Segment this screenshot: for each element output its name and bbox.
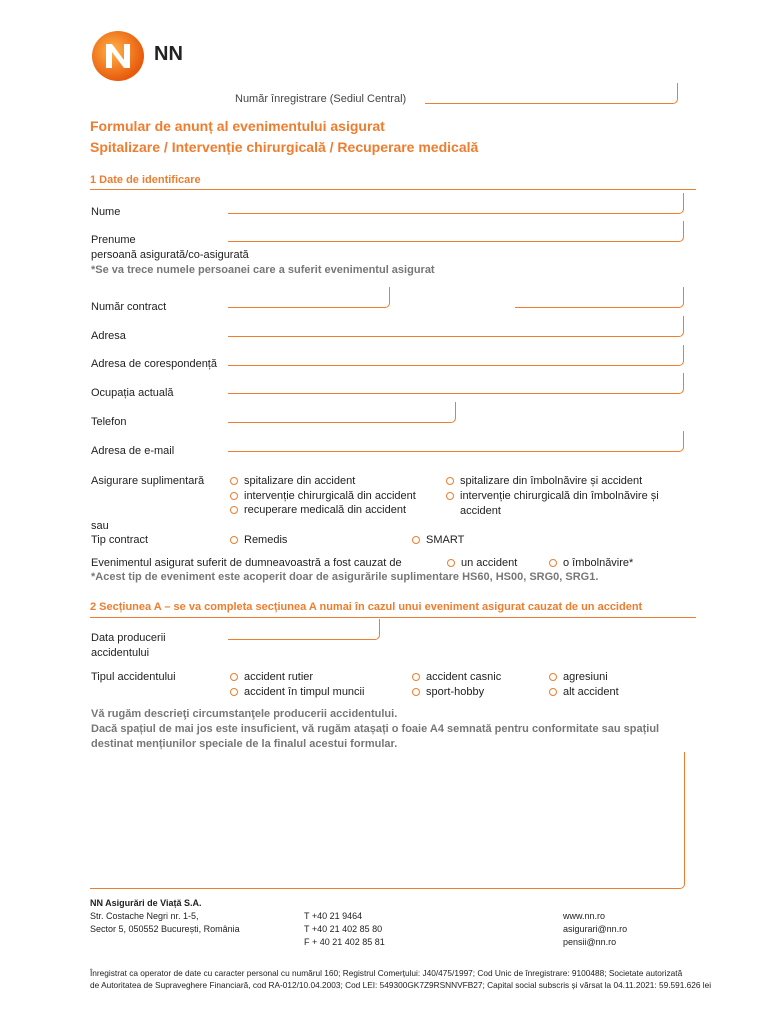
nume-field[interactable] <box>228 193 684 214</box>
radio-icon[interactable] <box>447 559 455 567</box>
radio-icon[interactable] <box>230 506 238 514</box>
sau-label: sau <box>91 520 109 532</box>
radio-icon[interactable] <box>446 492 454 500</box>
opt-sport-hobby[interactable]: sport-hobby <box>412 686 484 698</box>
footer-mail1[interactable]: asigurari@nn.ro <box>563 924 628 934</box>
radio-icon[interactable] <box>549 688 557 696</box>
asigurare-label: Asigurare suplimentară <box>91 475 205 487</box>
prenume-label: Prenume <box>91 234 136 246</box>
nn-logo-text: NN <box>154 43 183 65</box>
opt-accident-munca[interactable]: accident în timpul muncii <box>230 686 364 698</box>
footer-mail2[interactable]: pensii@nn.ro <box>563 937 617 947</box>
ocupatia-field[interactable] <box>228 373 684 394</box>
opt-spitalizare-imbolnavire[interactable]: spitalizare din îmbolnăvire și accident <box>446 475 642 487</box>
footer-tel2: T +40 21 402 85 80 <box>304 924 383 934</box>
registration-label: Număr înregistrare (Sediul Central) <box>235 93 407 105</box>
contract-field-2[interactable] <box>515 287 684 308</box>
form-title-line1: Formular de anunț al evenimentului asigurat <box>90 118 385 134</box>
radio-icon[interactable] <box>230 688 238 696</box>
descriere-line1: Vă rugăm descrieţi circumstanţele producerii accidentului. <box>91 708 398 720</box>
tipul-accidentului-label: Tipul accidentului <box>91 671 176 683</box>
nume-note: *Se va trece numele persoanei care a suferit evenimentul asigurat <box>91 264 435 276</box>
contract-field-1[interactable] <box>228 287 390 308</box>
form-title-line2: Spitalizare / Intervenție chirurgicală / Recuperare medicală <box>90 139 479 155</box>
opt-agresiuni[interactable]: agresiuni <box>549 671 608 683</box>
contract-label: Număr contract <box>91 301 167 313</box>
section2-rule <box>90 617 696 618</box>
footer-company: NN Asigurări de Viață S.A. <box>90 898 202 908</box>
footer-legal2: de Autoritatea de Supraveghere Financiară, cod RA-012/10.04.2003; Cod LEI: 549300GK7Z9RSNNVFB27; Capital social subscris și vărsat la 04.11.2021: 59.591.626 lei <box>90 980 712 990</box>
opt-accident-casnic[interactable]: accident casnic <box>412 671 501 683</box>
registration-field[interactable] <box>425 83 678 104</box>
opt-interventie-accident[interactable]: intervenție chirurgicală din accident <box>230 490 416 502</box>
data-producerii-field[interactable] <box>228 619 380 640</box>
descriere-textarea[interactable] <box>90 752 685 889</box>
radio-icon[interactable] <box>412 536 420 544</box>
opt-recuperare-accident[interactable]: recuperare medicală din accident <box>230 504 406 516</box>
footer-addr2: Sector 5, 050552 București, România <box>90 924 240 934</box>
section2-title: 2 Secțiunea A – se va completa secțiunea A numai în cazul unui eveniment asigurat cauzat de un accident <box>90 601 643 613</box>
nn-logo <box>90 28 210 84</box>
footer-fax: F + 40 21 402 85 81 <box>304 937 385 947</box>
radio-icon[interactable] <box>412 673 420 681</box>
persoana-label: persoană asigurată/co-asigurată <box>91 249 249 261</box>
radio-icon[interactable] <box>412 688 420 696</box>
radio-icon[interactable] <box>230 673 238 681</box>
opt4-continuation: accident <box>460 505 501 517</box>
telefon-field[interactable] <box>228 402 456 423</box>
radio-icon[interactable] <box>230 477 238 485</box>
opt-accident-rutier[interactable]: accident rutier <box>230 671 313 683</box>
nn-logo-icon <box>90 28 150 84</box>
ocupatia-label: Ocupația actuală <box>91 387 174 399</box>
radio-icon[interactable] <box>230 492 238 500</box>
section1-title: 1 Date de identificare <box>90 174 201 186</box>
opt-smart[interactable]: SMART <box>412 534 464 546</box>
adresa-label: Adresa <box>91 330 126 342</box>
footer-tel1: T +40 21 9464 <box>304 911 363 921</box>
opt-spitalizare-accident[interactable]: spitalizare din accident <box>230 475 355 487</box>
radio-icon[interactable] <box>446 477 454 485</box>
opt-un-accident[interactable]: un accident <box>447 557 517 569</box>
adresa-field[interactable] <box>228 316 684 337</box>
prenume-field[interactable] <box>228 221 684 242</box>
acoperire-note: *Acest tip de eveniment este acoperit doar de asigurările suplimentare HS60, HS00, SRG0, SRG1. <box>91 571 599 583</box>
email-field[interactable] <box>228 431 684 452</box>
data-producerii-label: Data producerii <box>91 632 166 644</box>
section1-rule <box>90 189 696 190</box>
telefon-label: Telefon <box>91 416 127 428</box>
cauzat-label: Evenimentul asigurat suferit de dumneavoastră a fost cauzat de <box>91 557 402 569</box>
footer-web[interactable]: www.nn.ro <box>563 911 606 921</box>
opt-interventie-imbolnavire[interactable]: intervenție chirurgicală din îmbolnăvire și <box>446 490 659 502</box>
opt-imbolnavire[interactable]: o îmbolnăvire* <box>549 557 633 569</box>
opt-remedis[interactable]: Remedis <box>230 534 287 546</box>
descriere-line2: Dacă spațiul de mai jos este insuficient, vă rugăm atașați o foaie A4 semnată pentru conformitate sau spațiul <box>91 723 660 735</box>
adresa-cor-label: Adresa de corespondență <box>91 358 217 370</box>
adresa-cor-field[interactable] <box>228 345 684 366</box>
email-label: Adresa de e-mail <box>91 445 175 457</box>
footer-addr1: Str. Costache Negri nr. 1-5, <box>90 911 199 921</box>
radio-icon[interactable] <box>549 559 557 567</box>
nume-label: Nume <box>91 206 121 218</box>
tip-contract-label: Tip contract <box>91 534 149 546</box>
footer-legal1: Înregistrat ca operator de date cu caracter personal cu numărul 160; Registrul Comerțului: J40/475/1997; Cod Unic de înregistrare: 9100488; Societate autorizată <box>90 968 683 978</box>
radio-icon[interactable] <box>230 536 238 544</box>
radio-icon[interactable] <box>549 673 557 681</box>
opt-alt-accident[interactable]: alt accident <box>549 686 619 698</box>
descriere-line3: destinat mențiunilor speciale de la finalul acestui formular. <box>91 738 398 750</box>
accidentului-label: accidentului <box>91 647 150 659</box>
